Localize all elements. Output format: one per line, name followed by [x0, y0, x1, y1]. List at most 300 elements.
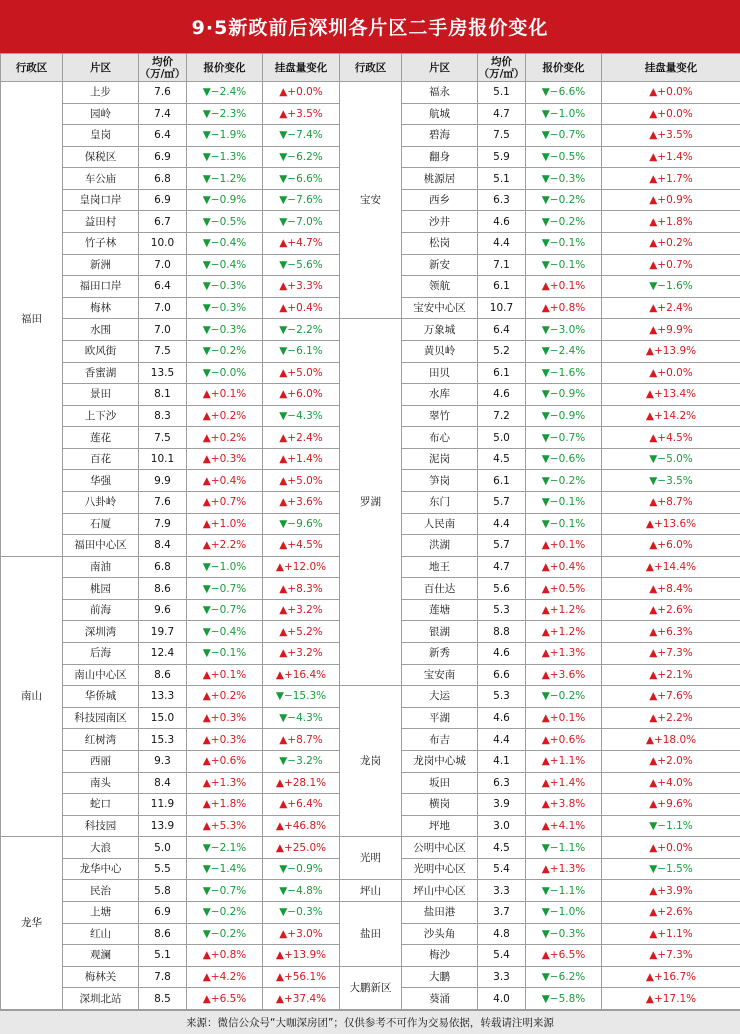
area-cell: 水库: [402, 384, 478, 406]
area-cell: 桃源居: [402, 168, 478, 190]
price-cell: 5.7: [478, 535, 526, 557]
price-cell: 6.1: [478, 362, 526, 384]
area-cell: 梅林关: [63, 966, 139, 988]
price-change-cell: ▲+1.2%: [526, 599, 602, 621]
price-cell: 7.1: [478, 254, 526, 276]
price-change-cell: ▲+0.7%: [187, 491, 263, 513]
listing-change-cell: ▲+3.2%: [263, 599, 340, 621]
listing-change-cell: ▲+17.1%: [602, 988, 740, 1010]
price-cell: 5.1: [139, 945, 187, 967]
area-cell: 西乡: [402, 189, 478, 211]
listing-change-cell: ▲+0.0%: [602, 837, 740, 859]
area-cell: 龙岗中心城: [402, 750, 478, 772]
area-cell: 皇岗口岸: [63, 189, 139, 211]
listing-change-cell: ▼−0.9%: [263, 858, 340, 880]
listing-change-cell: ▲+2.6%: [602, 901, 740, 923]
price-change-cell: ▼−0.4%: [187, 621, 263, 643]
area-cell: 南山中心区: [63, 664, 139, 686]
listing-change-cell: ▲+8.4%: [602, 578, 740, 600]
area-cell: 宝安中心区: [402, 297, 478, 319]
price-change-cell: ▲+0.3%: [187, 729, 263, 751]
price-cell: 5.1: [478, 82, 526, 104]
price-change-cell: ▼−0.1%: [526, 513, 602, 535]
price-change-cell: ▼−2.1%: [187, 837, 263, 859]
header-price-change: 报价变化: [187, 54, 263, 82]
table-row: [1, 966, 740, 988]
listing-change-cell: ▲+4.5%: [263, 535, 340, 557]
listing-change-cell: ▲+1.7%: [602, 168, 740, 190]
price-change-cell: ▼−5.8%: [526, 988, 602, 1010]
area-cell: 百仕达: [402, 578, 478, 600]
header-area: 片区: [402, 54, 478, 82]
area-cell: 宝安南: [402, 664, 478, 686]
area-cell: 百花: [63, 448, 139, 470]
price-change-cell: ▲+6.5%: [187, 988, 263, 1010]
price-cell: 4.6: [478, 643, 526, 665]
listing-change-cell: ▼−1.5%: [602, 858, 740, 880]
area-cell: 景田: [63, 384, 139, 406]
price-change-cell: ▼−0.1%: [526, 233, 602, 255]
area-cell: 上下沙: [63, 405, 139, 427]
price-change-cell: ▼−0.3%: [187, 276, 263, 298]
district-cell: 龙华: [1, 837, 63, 1010]
price-cell: 5.2: [478, 340, 526, 362]
price-change-cell: ▼−0.2%: [526, 189, 602, 211]
price-change-cell: ▼−0.2%: [187, 901, 263, 923]
price-change-cell: ▲+0.8%: [187, 945, 263, 967]
price-change-cell: ▼−1.1%: [526, 880, 602, 902]
listing-change-cell: ▲+2.1%: [602, 664, 740, 686]
price-change-cell: ▲+0.8%: [526, 297, 602, 319]
price-change-cell: ▼−0.2%: [526, 686, 602, 708]
price-cell: 6.9: [139, 189, 187, 211]
listing-change-cell: ▲+16.7%: [602, 966, 740, 988]
table-row: [1, 319, 740, 341]
district-cell: 南山: [1, 556, 63, 837]
price-cell: 6.9: [139, 901, 187, 923]
price-cell: 9.9: [139, 470, 187, 492]
price-cell: 11.9: [139, 794, 187, 816]
price-cell: 5.9: [478, 146, 526, 168]
area-cell: 竹子林: [63, 233, 139, 255]
price-change-cell: ▼−0.7%: [187, 599, 263, 621]
area-cell: 福田中心区: [63, 535, 139, 557]
listing-change-cell: ▼−7.0%: [263, 211, 340, 233]
listing-change-cell: ▲+25.0%: [263, 837, 340, 859]
table-row: [1, 837, 740, 859]
price-change-cell: ▲+1.1%: [526, 750, 602, 772]
district-cell: 大鹏新区: [340, 966, 402, 1009]
price-change-cell: ▼−1.4%: [187, 858, 263, 880]
listing-change-cell: ▲+2.4%: [602, 297, 740, 319]
listing-change-cell: ▲+8.7%: [263, 729, 340, 751]
price-change-cell: ▼−1.2%: [187, 168, 263, 190]
price-change-cell: ▲+5.3%: [187, 815, 263, 837]
listing-change-cell: ▲+3.5%: [602, 125, 740, 147]
price-cell: 4.1: [478, 750, 526, 772]
area-cell: 莲塘: [402, 599, 478, 621]
price-cell: 9.6: [139, 599, 187, 621]
price-cell: 4.5: [478, 837, 526, 859]
listing-change-cell: ▲+9.6%: [602, 794, 740, 816]
listing-change-cell: ▼−7.4%: [263, 125, 340, 147]
price-change-cell: ▲+1.3%: [187, 772, 263, 794]
area-cell: 深圳北站: [63, 988, 139, 1010]
price-change-cell: ▼−0.1%: [526, 254, 602, 276]
listing-change-cell: ▲+5.0%: [263, 470, 340, 492]
listing-change-cell: ▲+0.7%: [602, 254, 740, 276]
listing-change-cell: ▼−3.2%: [263, 750, 340, 772]
header-price-label: 均价: [491, 56, 512, 68]
listing-change-cell: ▼−6.1%: [263, 340, 340, 362]
price-change-cell: ▼−0.0%: [187, 362, 263, 384]
price-change-cell: ▲+3.6%: [526, 664, 602, 686]
price-cell: 6.4: [478, 319, 526, 341]
listing-change-cell: ▲+3.0%: [263, 923, 340, 945]
listing-change-cell: ▲+2.0%: [602, 750, 740, 772]
header-district: 行政区: [340, 54, 402, 82]
header-price-unit: （万/㎡）: [140, 68, 186, 80]
price-change-cell: ▼−0.4%: [187, 233, 263, 255]
listing-change-cell: ▲+3.5%: [263, 103, 340, 125]
price-change-cell: ▼−2.4%: [526, 340, 602, 362]
area-cell: 航城: [402, 103, 478, 125]
price-cell: 6.3: [478, 189, 526, 211]
price-cell: 3.7: [478, 901, 526, 923]
price-change-cell: ▼−0.4%: [187, 254, 263, 276]
listing-change-cell: ▲+6.0%: [602, 535, 740, 557]
area-cell: 翻身: [402, 146, 478, 168]
listing-change-cell: ▲+6.3%: [602, 621, 740, 643]
price-cell: 5.4: [478, 945, 526, 967]
district-cell: 龙岗: [340, 686, 402, 837]
area-cell: 园岭: [63, 103, 139, 125]
area-cell: 桃园: [63, 578, 139, 600]
price-cell: 10.7: [478, 297, 526, 319]
listing-change-cell: ▼−4.3%: [263, 405, 340, 427]
area-cell: 东门: [402, 491, 478, 513]
price-cell: 4.4: [478, 233, 526, 255]
listing-change-cell: ▲+3.3%: [263, 276, 340, 298]
price-cell: 4.8: [478, 923, 526, 945]
price-change-cell: ▼−2.4%: [187, 82, 263, 104]
price-change-cell: ▲+0.1%: [526, 535, 602, 557]
price-cell: 5.1: [478, 168, 526, 190]
area-cell: 红树湾: [63, 729, 139, 751]
listing-change-cell: ▲+7.3%: [602, 945, 740, 967]
listing-change-cell: ▼−0.3%: [263, 901, 340, 923]
listing-change-cell: ▲+0.0%: [263, 82, 340, 104]
price-change-cell: ▼−0.7%: [526, 125, 602, 147]
listing-change-cell: ▲+5.0%: [263, 362, 340, 384]
price-cell: 3.9: [478, 794, 526, 816]
area-cell: 益田村: [63, 211, 139, 233]
price-cell: 13.3: [139, 686, 187, 708]
price-cell: 5.3: [478, 599, 526, 621]
area-cell: 黄贝岭: [402, 340, 478, 362]
price-cell: 6.3: [478, 772, 526, 794]
header-area: 片区: [63, 54, 139, 82]
page-title: 9·5新政前后深圳各片区二手房报价变化: [0, 0, 740, 53]
header-price-change: 报价变化: [526, 54, 602, 82]
price-cell: 4.7: [478, 556, 526, 578]
area-cell: 大鹏: [402, 966, 478, 988]
price-cell: 6.4: [139, 276, 187, 298]
price-cell: 5.5: [139, 858, 187, 880]
district-cell: 光明: [340, 837, 402, 880]
price-change-cell: ▼−0.3%: [187, 297, 263, 319]
area-cell: 民治: [63, 880, 139, 902]
district-cell: 盐田: [340, 901, 402, 966]
district-cell: 罗湖: [340, 319, 402, 686]
header-price: [478, 54, 526, 82]
district-cell: 宝安: [340, 82, 402, 319]
listing-change-cell: ▲+2.4%: [263, 427, 340, 449]
area-cell: 华侨城: [63, 686, 139, 708]
price-change-cell: ▼−0.7%: [187, 578, 263, 600]
price-change-cell: ▼−1.9%: [187, 125, 263, 147]
price-change-cell: ▼−0.3%: [526, 168, 602, 190]
price-change-cell: ▼−1.6%: [526, 362, 602, 384]
listing-change-cell: ▲+0.2%: [602, 233, 740, 255]
price-change-cell: ▲+0.4%: [187, 470, 263, 492]
listing-change-cell: ▲+9.9%: [602, 319, 740, 341]
price-change-cell: ▲+1.0%: [187, 513, 263, 535]
area-cell: 人民南: [402, 513, 478, 535]
price-change-cell: ▲+6.5%: [526, 945, 602, 967]
price-cell: 6.8: [139, 556, 187, 578]
area-cell: 后海: [63, 643, 139, 665]
price-cell: 4.4: [478, 729, 526, 751]
price-cell: 13.5: [139, 362, 187, 384]
price-cell: 8.6: [139, 923, 187, 945]
area-cell: 万象城: [402, 319, 478, 341]
listing-change-cell: ▲+0.9%: [602, 189, 740, 211]
area-cell: 布心: [402, 427, 478, 449]
listing-change-cell: ▼−1.1%: [602, 815, 740, 837]
price-change-cell: ▼−0.1%: [526, 491, 602, 513]
price-change-cell: ▼−0.3%: [187, 319, 263, 341]
price-change-cell: ▼−2.3%: [187, 103, 263, 125]
area-cell: 蛇口: [63, 794, 139, 816]
area-cell: 布吉: [402, 729, 478, 751]
price-cell: 7.2: [478, 405, 526, 427]
listing-change-cell: ▲+4.5%: [602, 427, 740, 449]
listing-change-cell: ▲+12.0%: [263, 556, 340, 578]
price-cell: 8.4: [139, 535, 187, 557]
area-cell: 石厦: [63, 513, 139, 535]
area-cell: 大运: [402, 686, 478, 708]
price-change-cell: ▼−0.9%: [187, 189, 263, 211]
price-cell: 5.8: [139, 880, 187, 902]
listing-change-cell: ▲+3.6%: [263, 491, 340, 513]
price-change-cell: ▲+2.2%: [187, 535, 263, 557]
price-cell: 5.0: [478, 427, 526, 449]
area-cell: 平湖: [402, 707, 478, 729]
price-change-cell: ▼−0.1%: [187, 643, 263, 665]
listing-change-cell: ▼−3.5%: [602, 470, 740, 492]
price-change-cell: ▼−0.2%: [526, 211, 602, 233]
area-cell: 公明中心区: [402, 837, 478, 859]
area-cell: 上步: [63, 82, 139, 104]
price-cell: 5.4: [478, 858, 526, 880]
price-cell: 7.0: [139, 254, 187, 276]
price-cell: 3.3: [478, 880, 526, 902]
price-change-cell: ▼−0.5%: [526, 146, 602, 168]
area-cell: 新秀: [402, 643, 478, 665]
area-cell: 前海: [63, 599, 139, 621]
listing-change-cell: ▲+1.4%: [263, 448, 340, 470]
price-change-cell: ▼−3.0%: [526, 319, 602, 341]
price-cell: 7.6: [139, 82, 187, 104]
listing-change-cell: ▲+6.0%: [263, 384, 340, 406]
price-cell: 4.6: [478, 384, 526, 406]
listing-change-cell: ▼−6.2%: [263, 146, 340, 168]
area-cell: 碧海: [402, 125, 478, 147]
listing-change-cell: ▲+2.2%: [602, 707, 740, 729]
price-cell: 10.1: [139, 448, 187, 470]
listing-change-cell: ▼−1.6%: [602, 276, 740, 298]
area-cell: 观澜: [63, 945, 139, 967]
price-cell: 7.0: [139, 319, 187, 341]
listing-change-cell: ▲+7.6%: [602, 686, 740, 708]
price-cell: 7.4: [139, 103, 187, 125]
listing-change-cell: ▼−5.6%: [263, 254, 340, 276]
price-change-cell: ▲+4.2%: [187, 966, 263, 988]
price-cell: 6.1: [478, 276, 526, 298]
listing-change-cell: ▲+3.9%: [602, 880, 740, 902]
price-change-cell: ▼−0.7%: [526, 427, 602, 449]
price-change-cell: ▲+1.8%: [187, 794, 263, 816]
price-change-cell: ▼−0.5%: [187, 211, 263, 233]
header-listing-change: 挂盘量变化: [263, 54, 340, 82]
listing-change-cell: ▼−15.3%: [263, 686, 340, 708]
price-cell: 5.6: [478, 578, 526, 600]
listing-change-cell: ▲+37.4%: [263, 988, 340, 1010]
price-cell: 3.0: [478, 815, 526, 837]
price-cell: 6.8: [139, 168, 187, 190]
area-cell: 科技园南区: [63, 707, 139, 729]
area-cell: 保税区: [63, 146, 139, 168]
header-price: [139, 54, 187, 82]
price-cell: 7.0: [139, 297, 187, 319]
area-cell: 梅林: [63, 297, 139, 319]
price-change-cell: ▼−0.3%: [526, 923, 602, 945]
price-change-cell: ▲+0.4%: [526, 556, 602, 578]
listing-change-cell: ▲+6.4%: [263, 794, 340, 816]
price-change-cell: ▲+1.3%: [526, 858, 602, 880]
price-change-cell: ▼−1.0%: [526, 103, 602, 125]
price-change-cell: ▲+0.2%: [187, 427, 263, 449]
price-cell: 6.6: [478, 664, 526, 686]
price-cell: 7.6: [139, 491, 187, 513]
source-footer: 来源：微信公众号“大咖深房团”；仅供参考不可作为交易依据，转载请注明来源: [0, 1010, 740, 1034]
price-cell: 8.6: [139, 664, 187, 686]
price-change-cell: ▲+0.1%: [526, 707, 602, 729]
area-cell: 银湖: [402, 621, 478, 643]
price-cell: 5.7: [478, 491, 526, 513]
listing-change-cell: ▲+4.0%: [602, 772, 740, 794]
price-change-cell: ▲+1.4%: [526, 772, 602, 794]
area-cell: 南油: [63, 556, 139, 578]
area-cell: 水围: [63, 319, 139, 341]
district-cell: 坪山: [340, 880, 402, 902]
price-cell: 3.3: [478, 966, 526, 988]
listing-change-cell: ▲+13.9%: [263, 945, 340, 967]
price-cell: 7.9: [139, 513, 187, 535]
listing-change-cell: ▼−5.0%: [602, 448, 740, 470]
price-cell: 4.6: [478, 707, 526, 729]
price-cell: 8.6: [139, 578, 187, 600]
area-cell: 坪地: [402, 815, 478, 837]
price-cell: 5.3: [478, 686, 526, 708]
price-cell: 4.4: [478, 513, 526, 535]
price-cell: 6.9: [139, 146, 187, 168]
price-change-cell: ▲+0.3%: [187, 707, 263, 729]
price-cell: 6.4: [139, 125, 187, 147]
price-cell: 12.4: [139, 643, 187, 665]
price-change-cell: ▼−6.6%: [526, 82, 602, 104]
price-change-cell: ▲+0.1%: [187, 384, 263, 406]
price-change-cell: ▲+1.2%: [526, 621, 602, 643]
listing-change-cell: ▲+13.4%: [602, 384, 740, 406]
price-cell: 6.7: [139, 211, 187, 233]
area-cell: 欧风街: [63, 340, 139, 362]
area-cell: 车公庙: [63, 168, 139, 190]
price-cell: 8.4: [139, 772, 187, 794]
listing-change-cell: ▲+0.0%: [602, 103, 740, 125]
area-cell: 沙头角: [402, 923, 478, 945]
listing-change-cell: ▲+13.9%: [602, 340, 740, 362]
area-cell: 梅沙: [402, 945, 478, 967]
header-price-label: 均价: [152, 56, 173, 68]
header-price-unit: （万/㎡）: [479, 68, 525, 80]
price-change-cell: ▼−1.3%: [187, 146, 263, 168]
price-change-cell: ▲+3.8%: [526, 794, 602, 816]
price-change-cell: ▼−1.0%: [187, 556, 263, 578]
listing-change-cell: ▼−9.6%: [263, 513, 340, 535]
area-cell: 福永: [402, 82, 478, 104]
price-change-cell: ▼−0.6%: [526, 448, 602, 470]
price-cell: 19.7: [139, 621, 187, 643]
area-cell: 上塘: [63, 901, 139, 923]
price-change-cell: ▲+1.3%: [526, 643, 602, 665]
price-cell: 4.0: [478, 988, 526, 1010]
price-change-cell: ▲+0.5%: [526, 578, 602, 600]
area-cell: 洪湖: [402, 535, 478, 557]
table-row: [1, 901, 740, 923]
listing-change-cell: ▲+1.4%: [602, 146, 740, 168]
area-cell: 莲花: [63, 427, 139, 449]
listing-change-cell: ▲+3.2%: [263, 643, 340, 665]
area-cell: 皇岗: [63, 125, 139, 147]
price-change-cell: ▲+0.2%: [187, 686, 263, 708]
listing-change-cell: ▼−6.6%: [263, 168, 340, 190]
listing-change-cell: ▼−2.2%: [263, 319, 340, 341]
listing-change-cell: ▲+1.1%: [602, 923, 740, 945]
price-change-cell: ▲+0.6%: [187, 750, 263, 772]
area-cell: 八卦岭: [63, 491, 139, 513]
area-cell: 坂田: [402, 772, 478, 794]
price-change-cell: ▼−0.9%: [526, 384, 602, 406]
price-change-cell: ▼−0.2%: [187, 340, 263, 362]
price-change-cell: ▲+0.1%: [526, 276, 602, 298]
price-cell: 8.8: [478, 621, 526, 643]
price-cell: 15.0: [139, 707, 187, 729]
price-cell: 4.5: [478, 448, 526, 470]
listing-change-cell: ▲+14.4%: [602, 556, 740, 578]
area-cell: 泥岗: [402, 448, 478, 470]
